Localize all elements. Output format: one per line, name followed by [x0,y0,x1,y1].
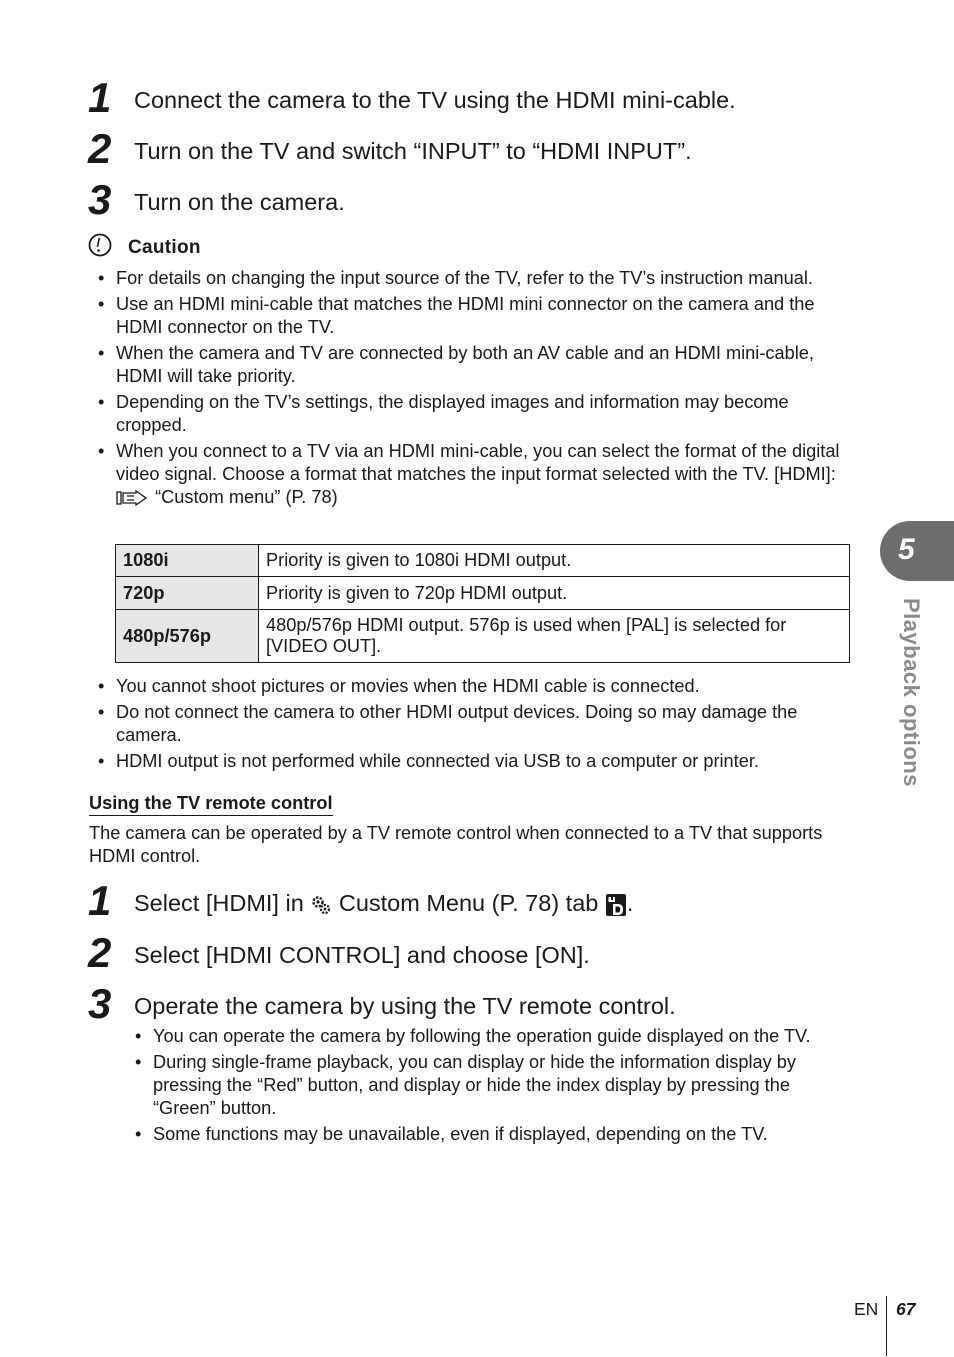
list-item: • Some functions may be unavailable, even if displayed, depending on the TV. [127,1123,842,1146]
list-item [90,440,852,509]
list-item: • For details on changing the input source of the TV, refer to the TV’s instruction manual. [90,267,852,290]
step-text [134,889,633,917]
caution-label: Caution [128,237,201,258]
list-item: • You cannot shoot pictures or movies when the HDMI cable is connected. [90,675,852,698]
step-text: Operate the camera by using the TV remote control. [134,993,676,1019]
step-number: 2 [88,929,112,976]
footer-language: EN [854,1299,879,1319]
step-text-part: . [626,890,634,916]
list-item: • Use an HDMI mini-cable that matches the HDMI mini connector on the camera and the HDMI connector on the TV. [90,293,852,339]
caution-icon [88,233,112,257]
list-item-text: When you connect to a TV via an HDMI mini-cable, you can select the format of the digital video signal. Choose a format that matches the input format selected with the TV. [HDMI]: [116,441,840,484]
table-row [116,545,850,577]
chapter-label: Playback options [899,598,924,787]
table-row [116,577,850,610]
list-item: • When the camera and TV are connected by both an AV cable and an HDMI mini-cable, HDMI will take priority. [90,342,852,388]
remote-notes-list [127,1025,842,1149]
tab-d-icon [605,893,627,917]
step-text: Turn on the TV and switch “INPUT” to “HDMI INPUT”. [134,138,692,164]
step-number: 3 [88,176,112,223]
step-text: Turn on the camera. [134,189,345,215]
list-item: • Do not connect the camera to other HDMI output devices. Doing so may damage the camera. [90,701,852,747]
reference-icon [116,489,150,507]
step-number: 1 [88,877,112,924]
step-number: 1 [88,74,112,121]
list-item: • During single-frame playback, you can display or hide the information display by pressing the “Red” button, and display or hide the index display by pressing the “Green” button. [127,1051,842,1120]
step-text-part: Custom Menu (P. 78) tab [338,890,599,916]
chapter-number: 5 [898,533,915,566]
caution-list [90,267,852,512]
table-row [116,610,850,663]
table-cell-desc: Priority is given to 720p HDMI output. [259,577,850,610]
table-cell-desc: Priority is given to 1080i HDMI output. [259,545,850,577]
list-item-text: “Custom menu” (P. 78) [155,487,338,507]
chapter-tab [880,521,954,581]
hdmi-format-table [115,544,850,663]
step-text: Select [HDMI CONTROL] and choose [ON]. [134,942,590,968]
table-cell-key: 1080i [116,545,259,577]
page-number: 67 [896,1299,916,1319]
table-cell-key: 720p [116,577,259,610]
step-text-part: Select [HDMI] in [134,890,304,916]
table-cell-key: 480p/576p [116,610,259,663]
list-item: • Depending on the TV’s settings, the displayed images and information may become cropped. [90,391,852,437]
section-intro: The camera can be operated by a TV remote control when connected to a TV that supports HDMI control. [89,823,823,866]
section-heading: Using the TV remote control [89,793,333,816]
list-item: • You can operate the camera by following the operation guide displayed on the TV. [127,1025,842,1048]
list-item: • HDMI output is not performed while connected via USB to a computer or printer. [90,750,852,773]
step-text: Connect the camera to the TV using the HDMI mini-cable. [134,87,736,113]
step-number: 3 [88,980,112,1027]
footer-divider [886,1296,887,1356]
notes-list [90,675,852,776]
table-cell-desc: 480p/576p HDMI output. 576p is used when [PAL] is selected for [VIDEO OUT]. [259,610,850,663]
step-number: 2 [88,125,112,172]
custom-menu-icon [310,894,332,916]
